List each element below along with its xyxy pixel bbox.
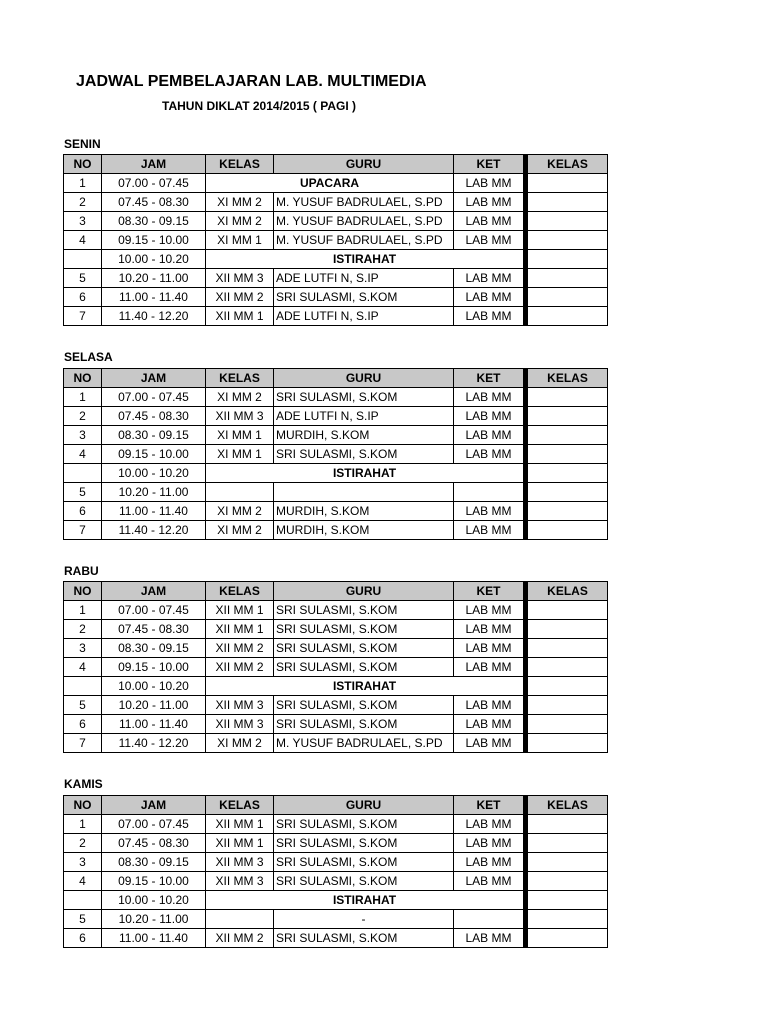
cell-kelas [526, 174, 608, 193]
cell-jam: 08.30 - 09.15 [102, 853, 206, 872]
cell-jam: 08.30 - 09.15 [102, 639, 206, 658]
cell-jam: 08.30 - 09.15 [102, 426, 206, 445]
header-kelas: KELAS [206, 582, 274, 601]
cell-no [64, 250, 102, 269]
header-no: NO [64, 369, 102, 388]
cell-ket: LAB MM [454, 734, 526, 753]
cell-jam: 10.00 - 10.20 [102, 891, 206, 910]
schedule-table-rabu [63, 581, 608, 753]
cell-jam: 07.45 - 08.30 [102, 620, 206, 639]
table-row [64, 853, 608, 872]
day-label-kamis: KAMIS [64, 777, 103, 791]
header-no: NO [64, 796, 102, 815]
cell-ket: LAB MM [454, 445, 526, 464]
table-row [64, 426, 608, 445]
cell-kelas [526, 464, 608, 483]
cell-kelas [526, 891, 608, 910]
page-title: JADWAL PEMBELAJARAN LAB. MULTIMEDIA [76, 73, 427, 90]
cell-no: 4 [64, 658, 102, 677]
cell-guru: MURDIH, S.KOM [274, 502, 454, 521]
cell-jam: 07.00 - 07.45 [102, 174, 206, 193]
schedule-table-selasa [63, 368, 608, 540]
cell-guru: MURDIH, S.KOM [274, 521, 454, 540]
cell-jam: 11.40 - 12.20 [102, 734, 206, 753]
cell-kelas [526, 872, 608, 891]
cell-no: 3 [64, 212, 102, 231]
page-subtitle: TAHUN DIKLAT 2014/2015 ( PAGI ) [162, 99, 357, 113]
cell-ket [454, 910, 526, 929]
cell-ket: LAB MM [454, 715, 526, 734]
table-row [64, 388, 608, 407]
table-row [64, 193, 608, 212]
cell-kelas [526, 677, 608, 696]
cell-kelas-name: XII MM 3 [206, 715, 274, 734]
cell-guru: MURDIH, S.KOM [274, 426, 454, 445]
table-row [64, 445, 608, 464]
cell-kelas [526, 658, 608, 677]
cell-ket: LAB MM [454, 872, 526, 891]
cell-no: 6 [64, 502, 102, 521]
cell-guru: ADE LUTFI N, S.IP [274, 269, 454, 288]
cell-no: 1 [64, 388, 102, 407]
cell-guru: ADE LUTFI N, S.IP [274, 307, 454, 326]
cell-jam: 07.00 - 07.45 [102, 601, 206, 620]
cell-jam: 11.00 - 11.40 [102, 715, 206, 734]
cell-kelas [526, 734, 608, 753]
cell-jam: 07.45 - 08.30 [102, 834, 206, 853]
cell-kelas-name: XI MM 2 [206, 388, 274, 407]
table-row [64, 250, 608, 269]
cell-break: ISTIRAHAT [206, 891, 526, 910]
cell-kelas [526, 426, 608, 445]
cell-ket: LAB MM [454, 174, 526, 193]
cell-kelas-name: XI MM 2 [206, 212, 274, 231]
cell-ket [454, 483, 526, 502]
cell-kelas-name: XI MM 1 [206, 231, 274, 250]
cell-no: 3 [64, 639, 102, 658]
cell-kelas [526, 193, 608, 212]
cell-kelas [526, 910, 608, 929]
cell-ket: LAB MM [454, 620, 526, 639]
cell-kelas [526, 445, 608, 464]
cell-jam: 07.00 - 07.45 [102, 388, 206, 407]
day-label-rabu: RABU [64, 564, 99, 578]
cell-guru: M. YUSUF BADRULAEL, S.PD [274, 193, 454, 212]
cell-kelas-name: XI MM 1 [206, 445, 274, 464]
cell-kelas [526, 834, 608, 853]
cell-kelas [526, 696, 608, 715]
table-header-row [64, 796, 608, 815]
cell-kelas [526, 407, 608, 426]
cell-guru: SRI SULASMI, S.KOM [274, 288, 454, 307]
cell-kelas-name: XII MM 3 [206, 872, 274, 891]
cell-kelas-name: XII MM 1 [206, 307, 274, 326]
header-kelas-2: KELAS [526, 155, 608, 174]
cell-guru: SRI SULASMI, S.KOM [274, 872, 454, 891]
cell-guru: ADE LUTFI N, S.IP [274, 407, 454, 426]
header-ket: KET [454, 369, 526, 388]
table-row [64, 483, 608, 502]
cell-no: 1 [64, 601, 102, 620]
cell-jam: 07.00 - 07.45 [102, 815, 206, 834]
cell-no: 7 [64, 521, 102, 540]
header-jam: JAM [102, 796, 206, 815]
cell-jam: 11.00 - 11.40 [102, 502, 206, 521]
cell-kelas [526, 620, 608, 639]
cell-no: 4 [64, 445, 102, 464]
cell-no: 4 [64, 231, 102, 250]
header-ket: KET [454, 155, 526, 174]
table-row [64, 815, 608, 834]
cell-kelas [526, 212, 608, 231]
cell-kelas-name: XII MM 1 [206, 815, 274, 834]
cell-no: 1 [64, 815, 102, 834]
header-jam: JAM [102, 582, 206, 601]
table-row [64, 269, 608, 288]
header-no: NO [64, 155, 102, 174]
cell-kelas [526, 388, 608, 407]
cell-guru: M. YUSUF BADRULAEL, S.PD [274, 231, 454, 250]
cell-guru: SRI SULASMI, S.KOM [274, 853, 454, 872]
cell-no: 3 [64, 426, 102, 445]
table-row [64, 734, 608, 753]
cell-kelas [526, 601, 608, 620]
cell-jam: 10.20 - 11.00 [102, 269, 206, 288]
cell-guru: SRI SULASMI, S.KOM [274, 929, 454, 948]
cell-jam: 08.30 - 09.15 [102, 212, 206, 231]
cell-no: 5 [64, 269, 102, 288]
cell-ket: LAB MM [454, 288, 526, 307]
cell-kelas [526, 853, 608, 872]
header-kelas-2: KELAS [526, 582, 608, 601]
cell-guru: SRI SULASMI, S.KOM [274, 620, 454, 639]
cell-kelas [526, 307, 608, 326]
table-row [64, 212, 608, 231]
cell-kelas-name: XII MM 1 [206, 620, 274, 639]
cell-guru: SRI SULASMI, S.KOM [274, 601, 454, 620]
cell-guru: SRI SULASMI, S.KOM [274, 815, 454, 834]
cell-ket: LAB MM [454, 696, 526, 715]
cell-no: 2 [64, 834, 102, 853]
table-row [64, 891, 608, 910]
cell-no: 6 [64, 288, 102, 307]
cell-guru [274, 483, 454, 502]
cell-no: 7 [64, 734, 102, 753]
cell-kelas-name: XII MM 3 [206, 853, 274, 872]
cell-guru: M. YUSUF BADRULAEL, S.PD [274, 734, 454, 753]
cell-no: 6 [64, 929, 102, 948]
cell-kelas-name: XII MM 2 [206, 639, 274, 658]
cell-jam: 09.15 - 10.00 [102, 658, 206, 677]
table-row [64, 174, 608, 193]
cell-jam: 07.45 - 08.30 [102, 407, 206, 426]
table-header-row [64, 582, 608, 601]
cell-jam: 09.15 - 10.00 [102, 872, 206, 891]
cell-upacara: UPACARA [206, 174, 454, 193]
header-ket: KET [454, 796, 526, 815]
cell-ket: LAB MM [454, 929, 526, 948]
table-header-row [64, 155, 608, 174]
header-ket: KET [454, 582, 526, 601]
table-row [64, 639, 608, 658]
cell-kelas-name: XII MM 2 [206, 658, 274, 677]
table-row [64, 715, 608, 734]
cell-ket: LAB MM [454, 388, 526, 407]
cell-kelas-name: XII MM 1 [206, 601, 274, 620]
cell-no [64, 464, 102, 483]
table-row [64, 231, 608, 250]
cell-ket: LAB MM [454, 658, 526, 677]
cell-kelas [526, 815, 608, 834]
cell-kelas-name: XII MM 1 [206, 834, 274, 853]
cell-kelas-name: XI MM 2 [206, 502, 274, 521]
cell-no: 5 [64, 696, 102, 715]
cell-guru: - [274, 910, 454, 929]
cell-break: ISTIRAHAT [206, 677, 526, 696]
cell-no: 2 [64, 620, 102, 639]
cell-guru: SRI SULASMI, S.KOM [274, 715, 454, 734]
cell-ket: LAB MM [454, 212, 526, 231]
table-row [64, 521, 608, 540]
header-kelas-2: KELAS [526, 369, 608, 388]
cell-kelas-name: XI MM 2 [206, 734, 274, 753]
cell-no: 6 [64, 715, 102, 734]
cell-ket: LAB MM [454, 639, 526, 658]
day-label-senin: SENIN [64, 137, 101, 151]
cell-jam: 10.00 - 10.20 [102, 464, 206, 483]
cell-ket: LAB MM [454, 521, 526, 540]
cell-no: 3 [64, 853, 102, 872]
cell-no: 5 [64, 910, 102, 929]
header-jam: JAM [102, 155, 206, 174]
cell-ket: LAB MM [454, 231, 526, 250]
cell-kelas-name: XI MM 2 [206, 521, 274, 540]
cell-guru: SRI SULASMI, S.KOM [274, 388, 454, 407]
cell-kelas-name [206, 483, 274, 502]
cell-kelas [526, 250, 608, 269]
day-label-selasa: SELASA [64, 350, 113, 364]
table-row [64, 464, 608, 483]
cell-ket: LAB MM [454, 815, 526, 834]
cell-kelas [526, 502, 608, 521]
cell-kelas [526, 639, 608, 658]
cell-jam: 11.00 - 11.40 [102, 929, 206, 948]
cell-kelas [526, 929, 608, 948]
cell-ket: LAB MM [454, 193, 526, 212]
cell-ket: LAB MM [454, 307, 526, 326]
schedule-table-kamis [63, 795, 608, 948]
cell-jam: 09.15 - 10.00 [102, 231, 206, 250]
cell-ket: LAB MM [454, 853, 526, 872]
cell-kelas-name: XII MM 3 [206, 696, 274, 715]
cell-guru: SRI SULASMI, S.KOM [274, 445, 454, 464]
cell-jam: 07.45 - 08.30 [102, 193, 206, 212]
cell-jam: 11.40 - 12.20 [102, 521, 206, 540]
table-row [64, 601, 608, 620]
table-row [64, 872, 608, 891]
cell-kelas [526, 715, 608, 734]
cell-kelas-name [206, 910, 274, 929]
cell-no [64, 891, 102, 910]
cell-jam: 10.20 - 11.00 [102, 483, 206, 502]
cell-kelas-name: XII MM 3 [206, 407, 274, 426]
cell-ket: LAB MM [454, 269, 526, 288]
header-guru: GURU [274, 369, 454, 388]
table-row [64, 620, 608, 639]
header-kelas: KELAS [206, 796, 274, 815]
table-row [64, 677, 608, 696]
table-row [64, 696, 608, 715]
cell-ket: LAB MM [454, 502, 526, 521]
cell-kelas-name: XII MM 3 [206, 269, 274, 288]
header-kelas: KELAS [206, 155, 274, 174]
table-row [64, 288, 608, 307]
table-row [64, 307, 608, 326]
cell-kelas-name: XII MM 2 [206, 929, 274, 948]
cell-break: ISTIRAHAT [206, 250, 526, 269]
schedule-table-senin [63, 154, 608, 326]
table-header-row [64, 369, 608, 388]
cell-no: 2 [64, 193, 102, 212]
cell-no: 4 [64, 872, 102, 891]
table-row [64, 834, 608, 853]
cell-kelas [526, 269, 608, 288]
cell-ket: LAB MM [454, 601, 526, 620]
cell-jam: 10.20 - 11.00 [102, 696, 206, 715]
header-guru: GURU [274, 582, 454, 601]
cell-kelas-name: XI MM 1 [206, 426, 274, 445]
cell-kelas-name: XI MM 2 [206, 193, 274, 212]
cell-guru: M. YUSUF BADRULAEL, S.PD [274, 212, 454, 231]
header-guru: GURU [274, 796, 454, 815]
cell-kelas [526, 521, 608, 540]
cell-jam: 10.00 - 10.20 [102, 250, 206, 269]
cell-guru: SRI SULASMI, S.KOM [274, 658, 454, 677]
cell-kelas [526, 288, 608, 307]
cell-guru: SRI SULASMI, S.KOM [274, 696, 454, 715]
header-guru: GURU [274, 155, 454, 174]
cell-ket: LAB MM [454, 407, 526, 426]
cell-ket: LAB MM [454, 834, 526, 853]
header-jam: JAM [102, 369, 206, 388]
cell-no: 2 [64, 407, 102, 426]
table-row [64, 407, 608, 426]
cell-ket: LAB MM [454, 426, 526, 445]
table-row [64, 658, 608, 677]
cell-no [64, 677, 102, 696]
header-kelas-2: KELAS [526, 796, 608, 815]
table-row [64, 502, 608, 521]
cell-break: ISTIRAHAT [206, 464, 526, 483]
cell-kelas-name: XII MM 2 [206, 288, 274, 307]
table-row [64, 910, 608, 929]
cell-jam: 10.00 - 10.20 [102, 677, 206, 696]
header-no: NO [64, 582, 102, 601]
cell-no: 1 [64, 174, 102, 193]
cell-guru: SRI SULASMI, S.KOM [274, 834, 454, 853]
cell-jam: 11.00 - 11.40 [102, 288, 206, 307]
cell-kelas [526, 231, 608, 250]
header-kelas: KELAS [206, 369, 274, 388]
table-row [64, 929, 608, 948]
cell-guru: SRI SULASMI, S.KOM [274, 639, 454, 658]
cell-no: 7 [64, 307, 102, 326]
cell-jam: 10.20 - 11.00 [102, 910, 206, 929]
cell-jam: 11.40 - 12.20 [102, 307, 206, 326]
cell-kelas [526, 483, 608, 502]
cell-jam: 09.15 - 10.00 [102, 445, 206, 464]
cell-no: 5 [64, 483, 102, 502]
